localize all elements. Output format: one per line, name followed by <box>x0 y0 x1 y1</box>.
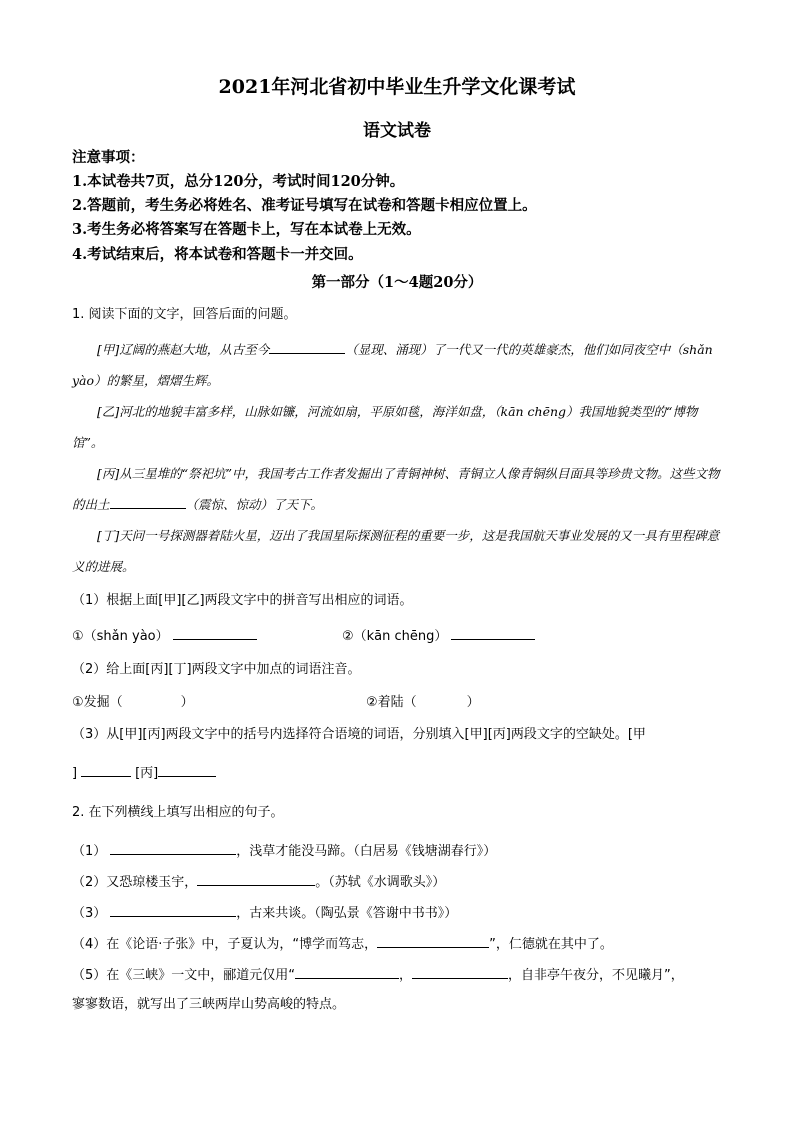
q2-item-2-text-a: （2）又恐琼楼玉宇， <box>72 875 198 890</box>
q1-jia-blank[interactable] <box>269 339 345 354</box>
q1-jia-text-b: （显现、涌现）了一代又一代的英雄豪杰，他们如同夜空中（shǎn yào）的繁星，熠熠生辉。 <box>72 342 713 388</box>
notice-heading: 注意事项： <box>72 149 145 166</box>
q2-item-2-blank[interactable] <box>197 871 315 886</box>
q1-sub1-a-label: ①（shǎn yào） <box>72 629 169 644</box>
q1-bing-blank[interactable] <box>110 494 186 509</box>
q2-item-5-text-a: （5）在《三峡》一文中，郦道元仅用“ <box>72 968 296 983</box>
q1-sub2-b-row <box>366 693 480 713</box>
q2-item-1-text: ，浅草才能没马蹄。（白居易《钱塘湖春行》） <box>236 844 497 859</box>
q1-sub2-a-label: ①发掘（ <box>72 695 123 710</box>
q2-item-4-text-a: （4）在《论语·子张》中，子夏认为，“博学而笃志， <box>72 937 378 952</box>
q2-item-3-label: （3） <box>72 906 107 921</box>
q1-paragraph-ding: [丁]天问一号探测器着陆火星，迈出了我国星际探测征程的重要一步，这是我国航天事业发展的又一具有里程碑意义的进展。 <box>72 528 720 574</box>
q2-item-4-text-b: ”，仁德就在其中了。 <box>489 937 613 952</box>
q2-item-5-blank-1[interactable] <box>295 964 399 979</box>
q1-sub1-b-label: ②（kān chēng） <box>342 629 448 644</box>
q2-item-4 <box>72 933 613 955</box>
part-one-title: 第一部分（1～4题20分） <box>311 274 483 291</box>
q1-jia-text-a: [甲]辽阔的燕赵大地，从古至今 <box>97 342 270 357</box>
q2-item-1-blank[interactable] <box>110 840 236 855</box>
q1-bing-text-b: （震惊、惊动）了天下。 <box>185 497 324 512</box>
q2-item-3-blank[interactable] <box>110 902 236 917</box>
q2-item-5-comma: ， <box>399 968 413 983</box>
q2-item-2-text-b: 。（苏轼《水调歌头》） <box>315 875 446 890</box>
q2-item-3-text: ，古来共谈。（陶弘景《答谢中书书》） <box>236 906 458 921</box>
q2-item-1 <box>72 840 496 862</box>
q1-sub3-jia-blank[interactable] <box>81 762 131 777</box>
q2-item-5-line2: 寥寥数语，就写出了三峡两岸山势高峻的特点。 <box>72 997 346 1012</box>
notice-item-2: 2.答题前，考生务必将姓名、准考证号填写在试卷和答题卡相应位置上。 <box>72 197 537 214</box>
q1-sub1: （1）根据上面[甲][乙]两段文字中的拼音写出相应的词语。 <box>72 593 413 608</box>
q1-stem: 1. 阅读下面的文字，回答后面的问题。 <box>72 307 297 322</box>
exam-subtitle: 语文试卷 <box>363 121 431 141</box>
q1-sub1-a-blank[interactable] <box>173 625 257 640</box>
q2-item-5-blank-2[interactable] <box>412 964 508 979</box>
q1-paragraph-bing <box>72 458 722 520</box>
q2-item-5 <box>72 964 684 986</box>
q1-sub1-b-row <box>342 625 535 647</box>
q2-item-2 <box>72 871 445 893</box>
q2-item-5-text-c: ，自非亭午夜分，不见曦月”， <box>508 968 684 983</box>
q2-stem: 2. 在下列横线上填写出相应的句子。 <box>72 805 284 820</box>
notice-item-1: 1.本试卷共7页，总分120分，考试时间120分钟。 <box>72 173 405 190</box>
q1-paragraph-yi: [乙]河北的地貌丰富多样，山脉如镰，河流如扇，平原如毯，海洋如盘，（kān chēng）我国地貌类型的“博物馆”。 <box>72 404 698 450</box>
q1-sub2-a-row <box>72 693 194 713</box>
q1-sub2-b-label: ②着陆（ <box>366 695 417 710</box>
exam-title: 2021年河北省初中毕业生升学文化课考试 <box>218 76 576 98</box>
q1-sub3-bing-label: [丙] <box>135 766 159 781</box>
q1-sub3-bing-blank[interactable] <box>158 762 216 777</box>
q1-sub3-line1: （3）从[甲][丙]两段文字中的括号内选择符合语境的词语，分别填入[甲][丙]两段文字的空缺处。[甲 <box>72 727 646 742</box>
q2-item-3 <box>72 902 457 924</box>
q1-sub1-b-blank[interactable] <box>451 625 535 640</box>
q2-item-4-blank[interactable] <box>377 933 489 948</box>
notice-item-4: 4.考试结束后，将本试卷和答题卡一并交回。 <box>72 246 363 263</box>
q1-sub3-bracket: ] <box>72 766 78 781</box>
notice-item-3: 3.考生务必将答案写在答题卡上，写在本试卷上无效。 <box>72 221 421 238</box>
q1-sub2: （2）给上面[丙][丁]两段文字中加点的词语注音。 <box>72 662 361 677</box>
q1-bing-text-a: [丙]从三星堆的“祭祀坑”中，我国考古工作者发掘出了青铜神树、青铜立人像青铜纵目面具等珍贵文物。这些文物的出土 <box>72 466 720 512</box>
q1-paragraph-jia <box>72 334 722 396</box>
q1-sub3-line2 <box>72 762 216 784</box>
q2-item-1-label: （1） <box>72 844 107 859</box>
q1-sub2-b-close: ） <box>466 695 480 710</box>
q1-sub2-a-close: ） <box>180 695 194 710</box>
q1-sub1-a-row <box>72 625 257 647</box>
